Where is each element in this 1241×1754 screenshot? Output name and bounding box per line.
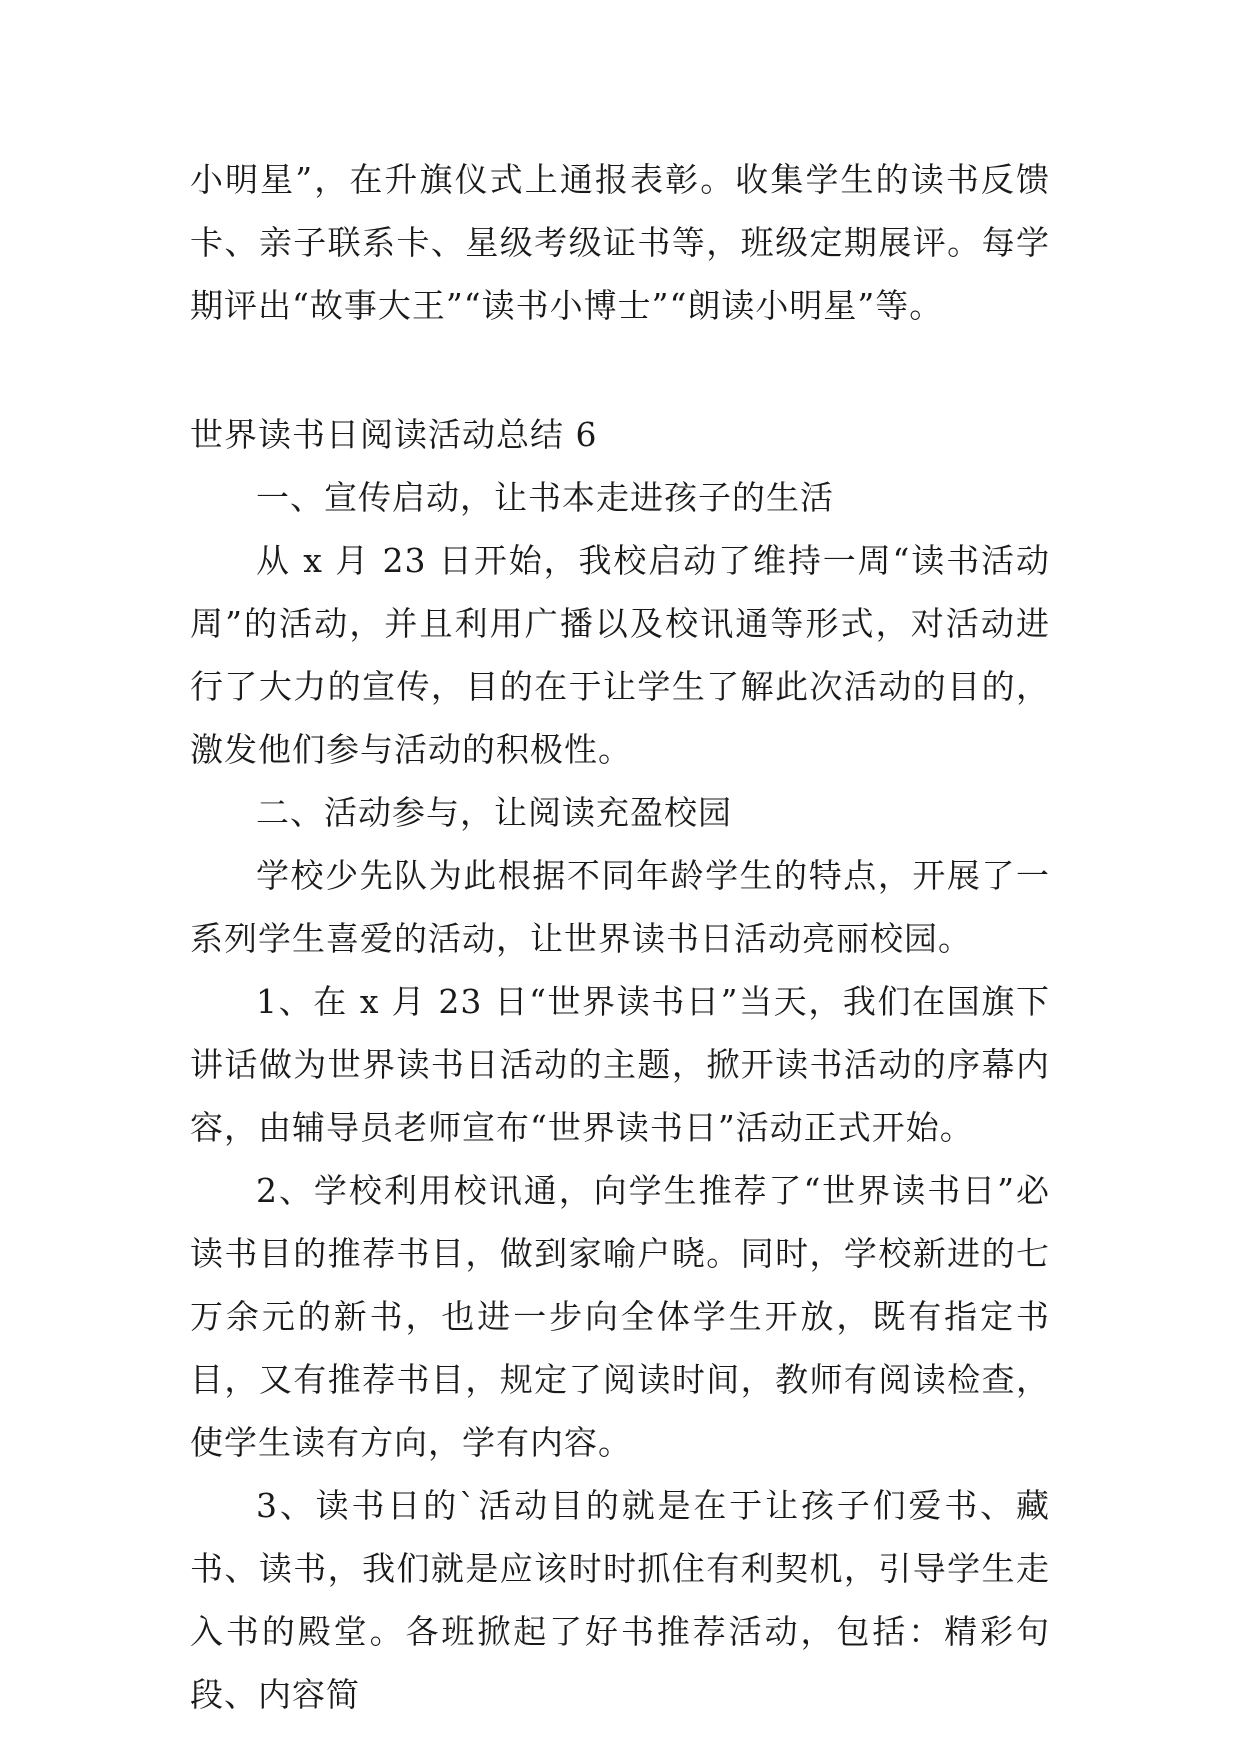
list-item-1: 1、在 x 月 23 日“世界读书日”当天，我们在国旗下讲话做为世界读书日活动的主题，掀开读书活动的序幕内容，由辅导员老师宣布“世界读书日”活动正式开始。 (190, 982, 1050, 1147)
continued-paragraph: 小明星”，在升旗仪式上通报表彰。收集学生的读书反馈卡、亲子联系卡、星级考级证书等，班级定期展评。每学期评出“故事大王”“读书小博士”“朗读小明星”等。 (190, 160, 1050, 325)
heading-participation: 二、活动参与，让阅读充盈校园 (256, 793, 732, 832)
list-item-2: 2、学校利用校讯通，向学生推荐了“世界读书日”必读书目的推荐书目，做到家喻户晓。同时，学校新进的七万余元的新书，也进一步向全体学生开放，既有指定书目，又有推荐书目，规定了阅读时间，教师有阅读检查，使学生读有方向，学有内容。 (190, 1171, 1050, 1462)
heading-publicity: 一、宣传启动，让书本走进孩子的生活 (256, 478, 834, 517)
paragraph-publicity: 从 x 月 23 日开始，我校启动了维持一周“读书活动周”的活动，并且利用广播以及校讯通等形式，对活动进行了大力的宣传，目的在于让学生了解此次活动的目的，激发他们参与活动的积极性。 (190, 541, 1050, 769)
document-body (190, 148, 1050, 1726)
list-item-3: 3、读书日的`活动目的就是在于让孩子们爱书、藏书、读书，我们就是应该时时抓住有利契机，引导学生走入书的殿堂。各班掀起了好书推荐活动，包括：精彩句段、内容简 (190, 1486, 1050, 1714)
paragraph-participation: 学校少先队为此根据不同年龄学生的特点，开展了一系列学生喜爱的活动，让世界读书日活动亮丽校园。 (190, 856, 1050, 958)
section-title: 世界读书日阅读活动总结 6 (190, 415, 598, 454)
